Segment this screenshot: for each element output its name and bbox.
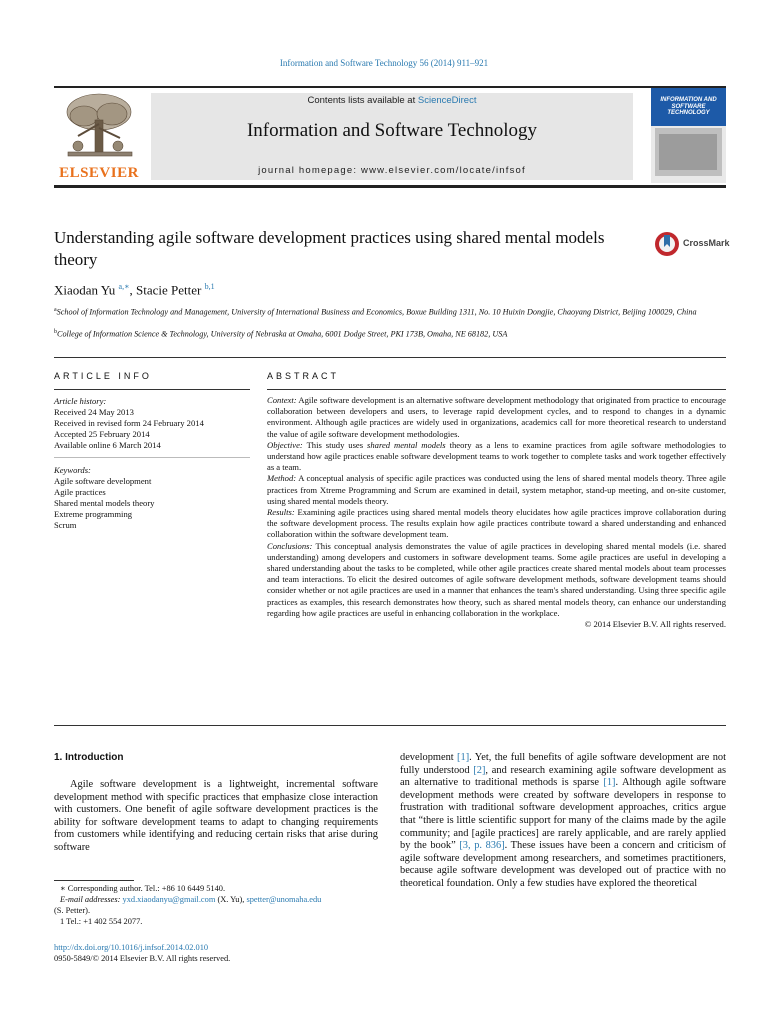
results-label: Results: <box>267 507 295 518</box>
method-text: A conceptual analysis of specific agile practices was conducted using the lens of shared mental models theory. Three agile practices from Xtreme Programming and Scrum are examined in detail, system metaphor, stand-up meeting, and on-site customer, using shared mental models theory. <box>267 473 726 506</box>
footnotes <box>54 883 378 927</box>
context-label: Context: <box>267 395 297 405</box>
corresponding-author-note: ∗ Corresponding author. Tel.: +86 10 6449 5140. <box>60 884 226 893</box>
email-link[interactable]: yxd.xiaodanyu@gmail.com <box>122 895 216 904</box>
keywords-block <box>54 465 250 531</box>
doi-block <box>54 942 230 964</box>
abstract-objective <box>267 440 726 474</box>
journal-homepage[interactable]: journal homepage: www.elsevier.com/locate/infsof <box>258 165 526 176</box>
objective-label: Objective: <box>267 439 303 450</box>
body-text: . These issues have been a concern and criticism of agile software development among researchers, and sometimes practitioners, because agile software development was developed out of practice with no theoretical foundation. Only a few studies have explored the theoretical <box>400 840 726 889</box>
author-name[interactable]: Stacie Petter <box>136 282 202 298</box>
keyword: Agile software development <box>54 476 152 486</box>
info-subrule <box>54 457 250 458</box>
method-label: Method: <box>267 473 297 484</box>
masthead-rule-bottom <box>54 185 726 188</box>
abstract-context <box>267 395 726 440</box>
info-rule <box>54 389 250 390</box>
citation-link[interactable]: [3, p. 836] <box>459 840 505 852</box>
abstract-bottom-rule <box>54 725 726 726</box>
paper-title: Understanding agile software development practices using shared mental models theory <box>54 228 605 269</box>
author-name[interactable]: Xiaodan Yu <box>54 282 116 298</box>
conclusions-label: Conclusions: <box>267 540 313 551</box>
affil-text: College of Information Science & Technology, University of Nebraska at Omaha, 6001 Dodge Street, PKI 173B, Omaha, NE 68182, USA <box>57 329 508 339</box>
cover-art <box>655 128 722 176</box>
author-list: Xiaodan Yu $^{a,∗}$, Stacie Petter $^{b,1}$ <box>54 282 215 298</box>
citation-link[interactable]: [2] <box>473 764 486 776</box>
context-text: Agile software development is an alternative software development methodology that originated from practice to encourage collaboration between developers and users, to leverage rapid development cycles, and to respond to changes in a dynamic environment. Although agile practices are widely used in organizations, academics call for more theoretical research to understand the value of agile software development methodologies. <box>267 395 726 439</box>
objective-emphasis: shared mental models <box>367 439 446 450</box>
footnote-rule <box>54 880 134 881</box>
affiliation-b <box>54 327 726 340</box>
contents-line <box>151 95 633 106</box>
crossmark-button[interactable] <box>654 230 729 258</box>
objective-text-pre: This study uses <box>306 439 368 450</box>
abstract-results <box>267 507 726 541</box>
journal-citation[interactable]: Information and Software Technology 56 (2014) 911–921 <box>279 58 489 68</box>
email-note <box>54 894 378 905</box>
publisher-logo-text: ELSEVIER <box>59 165 139 181</box>
history-label: Article history: <box>54 396 107 406</box>
email-label: E-mail addresses: <box>60 895 121 904</box>
journal-title: Information and Software Technology <box>246 120 538 141</box>
journal-cover-image <box>651 88 726 183</box>
email-owner-cont: (S. Petter). <box>54 906 91 915</box>
cover-title: INFORMATION AND SOFTWARE TECHNOLOGY <box>660 97 717 116</box>
body-text: development <box>400 752 458 763</box>
affil-text: School of Information Technology and Management, University of International Business and Economics, Boxue Building 1311, No. 10 Huixin Dongjie, Chaoyang District, Beijing 100029, China <box>56 307 697 317</box>
intro-right-column <box>400 752 726 891</box>
email-link[interactable]: spetter@unomaha.edu <box>246 895 322 904</box>
history-item: Received in revised form 24 February 2014 <box>54 418 204 428</box>
header-divider <box>54 357 726 358</box>
intro-left-column: Agile software development is a lightweight, incremental software development method with specific practices that emphasize close interaction with customers. One benefit of agile software development practices is the ability for software development teams to adapt to changing requirements from customers while identifying and reducing certain risks that arise during software <box>54 779 378 853</box>
affil-marker: b <box>54 329 57 335</box>
contents-prefix: Contents lists available at <box>307 95 418 106</box>
conclusions-text: This conceptual analysis demonstrates the value of agile practices in developing shared mental models (i.e. shared understanding) among developers and customers in software development teams. Some agile practices are useful in developing a shared understanding about the tasks to be completed, while other agile practices create shared mental models about team processes and team interactions. To elicit the desired outcomes of agile software development methods, software development teams should consider whether or not agile practices are used in a manner that enhances the team's shared understanding. Using three specific agile practices as examples, this research demonstrates how theory, such as shared mental models theory, can enhance our understanding regarding how agile practices are useful in enhancing collaboration in the workplace. <box>267 540 726 618</box>
body-text: . Yet, the full benefits of agile software development are not fully understood <box>400 752 726 776</box>
objective-text-post: theory as a lens to examine practices from agile software methodologies to understand how agile practices enable software development teams to work together to complete tasks and work together effectively as a team. <box>267 439 726 473</box>
elsevier-logo <box>54 90 144 182</box>
history-item: Received 24 May 2013 <box>54 407 134 417</box>
history-item: Available online 6 March 2014 <box>54 440 161 450</box>
author-affil-marker[interactable]: b,1 <box>204 282 215 291</box>
crossmark-label: CrossMark <box>683 238 730 248</box>
body-text: , and research examining agile software development as an alternative to traditional methods is sparse <box>400 764 726 789</box>
history-item: Accepted 25 February 2014 <box>54 429 150 439</box>
masthead-rule <box>54 86 726 88</box>
keyword: Extreme programming <box>54 509 133 519</box>
keyword: Shared mental models theory <box>54 498 155 508</box>
telephone-note: 1 Tel.: +1 402 554 2077. <box>60 917 143 926</box>
article-history <box>54 396 250 451</box>
keyword: Scrum <box>54 520 77 530</box>
abstract-body <box>267 395 726 630</box>
results-text: Examining agile practices using shared mental models theory elucidates how agile practices improve collaboration during the software development process. The results explain how agile practices contribute toward a shared understanding and enhanced collaboration within the software development team. <box>267 507 726 540</box>
author-affil-marker[interactable]: a,∗ <box>118 282 130 291</box>
doi-link[interactable]: http://dx.doi.org/10.1016/j.infsof.2014.02.010 <box>54 943 209 952</box>
email-owner: (X. Yu), <box>215 895 247 904</box>
citation-link[interactable]: [1] <box>603 777 616 789</box>
abstract-rule <box>267 389 726 390</box>
elsevier-tree-icon <box>54 90 144 166</box>
issn-line: 0950-5849/© 2014 Elsevier B.V. All rights reserved. <box>54 954 231 963</box>
abstract-conclusions <box>267 541 726 619</box>
affiliation-a <box>54 305 726 318</box>
section-heading-introduction: 1. Introduction <box>54 752 124 763</box>
sciencedirect-link[interactable]: ScienceDirect <box>417 95 477 106</box>
cover-banner <box>651 88 726 126</box>
citation-link[interactable]: [1] <box>457 752 470 763</box>
keywords-label: Keywords: <box>54 465 91 475</box>
abstract-method <box>267 473 726 507</box>
abstract-copyright: © 2014 Elsevier B.V. All rights reserved. <box>584 619 726 630</box>
body-text: . Although agile software development methods were created by software developers in response to frustration with traditional software development approaches, critics argue that “there is little scientific support for many of the claims made by the agile community; and [agile practices] are rarely applicable, and are rarely applied by the book” <box>400 777 726 852</box>
abstract-heading: ABSTRACT <box>267 371 340 381</box>
keyword: Agile practices <box>54 487 106 497</box>
affil-marker: a <box>54 307 57 313</box>
article-info-heading: ARTICLE INFO <box>54 371 152 381</box>
crossmark-icon <box>654 230 680 258</box>
